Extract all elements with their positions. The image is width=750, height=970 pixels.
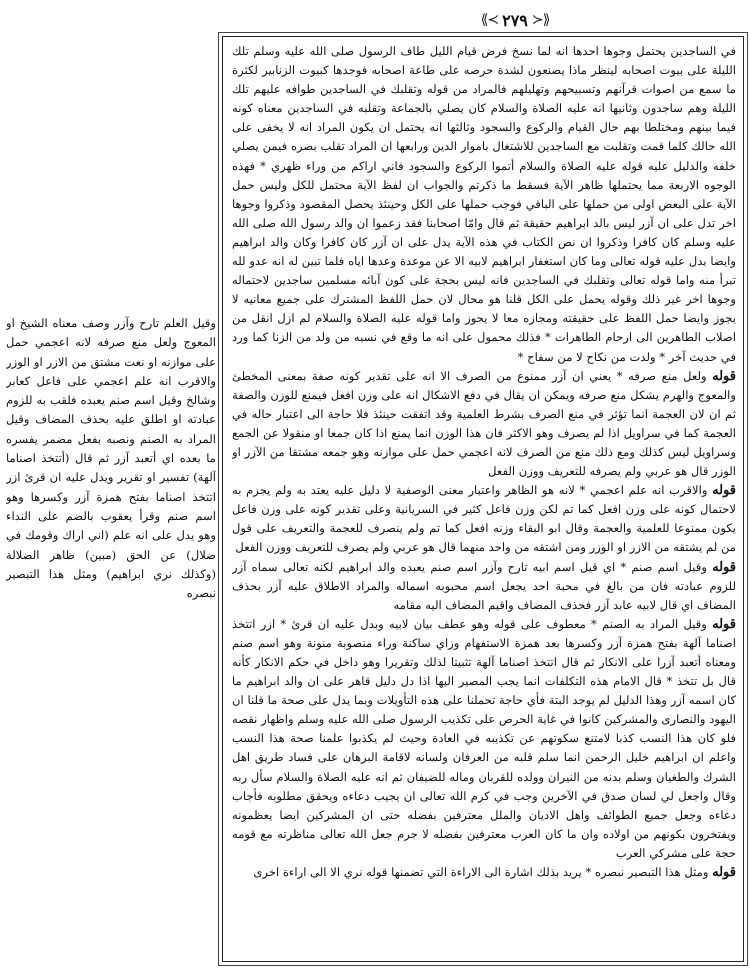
- qawluhu-marker: قوله: [712, 559, 736, 575]
- commentary-paragraph-3: [232, 481, 736, 557]
- commentary-paragraph-5: [232, 615, 736, 863]
- qawluhu-marker: قوله: [712, 616, 736, 632]
- commentary-paragraph-2-text: ولعل منع صرفه * يعني ان آزر ممنوع من الصرف الا انه على تقدير كونه صفة بمعنى المخطئ والمعوج والهرم يشكل منع صرفه ويمكن ان يقال في دفع الاشكال انه على وزن افعل فيمنع للوزن والصفة ثم ان لان العجمة انما تؤثر في منع الصرف بشرط العلمية وقد اتفقت حينئذ فلا حاجة الى اعتبار حاله في العجمة كما في سراويل اذا لم يصرف وهو الاكثر فان هذا الوزن انما يمنع اذا كان جمعا او منقولا عن الجمع وسراويل ليس كذلك ومع ذلك منع من الصرف لانه اعجمي حمل على موازنه وهو جمعه مشتقا من الآزر او الوزر قال هو عربي ولم يصرفه للتعريف ووزن الفعل: [232, 368, 736, 479]
- margin-text: [6, 314, 216, 734]
- qawluhu-marker: قوله: [712, 865, 736, 881]
- qawluhu-marker: قوله: [712, 483, 736, 499]
- header-ornament-right: ≻⟫: [531, 12, 550, 28]
- commentary-paragraph-4-text: وقيل اسم صنم * اي قيل اسم ابيه تارح وآزر اسم صنم يعبده والد ابراهيم لكنه تعالى سماه آزر للزوم عبادته فان من بالغ في محبة احد يجعل اسم محبوبه اسماله والمراد الاطلاق عليه آزر بحذف المضاف اي قال لابيه عابد آزر فحذف المضاف واقيم المضاف اليه مقامه: [232, 559, 736, 612]
- commentary-paragraph-2: [232, 367, 736, 482]
- commentary-paragraph-1: في الساجدين يحتمل وجوها احدها انه لما نسخ فرض قيام الليل طاف الرسول صلى الله عليه وسلم تلك الليلة على بيوت اصحابه لينظر ماذا يصنعون لشدة حرصه على طاعة اصحابه فوجدها كبيوت الزنابير لكثرة ما سمع من اصوات قرآنهم وتسبيحهم وتهليلهم فالمراد من قوله وتقلبك في الساجدين طوافه عليهم تلك الليلة وهم ساجدون وثانيها انه عليه الصلاة والسلام كان يصلي بالجماعة وتقلبه في الساجدين معناه كونه فيما بينهم ومختلطا بهم حال القيام والركوع والسجود وثالثها انه يحتمل ان يكون المراد انه لا يخفى على الله حالك كلما قمت وتقلبت مع الساجدين للاشتغال باموار الدين ورابعها ان المراد تقلب بصره فيمن يصلي خلفه والدليل عليه قوله عليه الصلاة والسلام أتموا الركوع والسجود فاني اراكم من وراء ظهري * فهذه الوجوه الاربعة مما يحتملها ظاهر الآية فسقط ما ذكرتم والجواب ان لفظ الآية محتمل للكل وليس حمل الآية على البعض اولى من حملها على الباقي فوجب حملها على الكل وحينئذ يحصل المقصود وذكروا وجوها اخر تدل على ان آزر ليس بالد ابراهيم حقيقة ثم قال وامّا اصحابنا فقد زعموا ان والد رسول الله صلى الله عليه وسلم كان كافرا وذكروا ان نص الكتاب في هذه الآية يدل على ان آزر كان كافرا وكان والد ابراهيم وايضا بدل عليه قوله تعالى وما كان استغفار ابراهيم لابيه الا عن موعدة وعدها اياه فلما تبين له انه عدو لله تبرأ منه واما قوله تعالى وتقلبك في الساجدين فانه ليس بحجة على كون آبائه مسلمين ساجدين لاحتماله وجوها اخر غير ذلك وقوله يحمل على الكل قلنا هو محال لان حمل اللفظ المشترك على جميع معانيه لا يجوز وايضا حمل اللفظ على حقيقته ومجازه معا لا يجوز واما قوله عليه الصلاة والسلام لم ازل انقل من اصلاب الطاهرين الى ارحام الطاهرات * فذلك محمول على انه ما وقع في نسبه من ولد من الزنا كما ورد في حديث آخر * ولدت من نكاح لا من سفاح *: [232, 44, 736, 364]
- page-header: [450, 6, 580, 34]
- commentary-paragraph-3-text: والاقرب انه علم اعجمي * لانه هو الظاهر واعتبار معنى الوصفية لا دليل عليه يعتد به ولم يجزم به لاحتمال كونه على وزن افعل كما تم لكن وزن فاعل كثير في السريانية وعلى تقدير كونه على وزن فاعل يكون ممنوعا للعلمية والعجمة وقال ابو البقاء وزنه افعل كما تم ولم ينصرف للعجمة والتعريف على قول من لم يشتقه من الازر او الوزر ومن اشتقه من واحد منهما قال هو عربي ولم يصرف للتعريف ووزن الفعل: [232, 483, 736, 555]
- margin-text-body: وقيل العلم تارح وآزر وصف معناه الشيخ او المعوج ولعل منع صرفه لانه اعجمي حمل على موازنه او نعت مشتق من الازر او الوزر والاقرب انه علم اعجمي على فاعل كعابر وشالخ وقيل اسم صنم يعبده فلقب به للزوم عبادته او اطلق عليه بحذف المضاف وقيل المراد به الصنم ونصبه بفعل مضمر يفسره ما بعده اي أتعبد آزر ثم قال (أتتخذ اصناما آلهة) تفسير او تقرير ويدل عليه ان قرئ ازر اتتخذ اصناما بفتح همزة آزر وكسرها وهو اسم صنم وقرأ يعقوب بالضم على النداء وهو يدل على انه علم (اني اراك وقومك في ضلال) عن الحق (مبين) ظاهر الضلالة (وكذلك نري ابراهيم) ومثل هذا التبصير نبصره: [6, 316, 216, 601]
- commentary-paragraph-4: [232, 558, 736, 615]
- commentary-paragraph-6-text: ومثل هذا التبصير نبصره * يريد بذلك اشارة الى الاراءة التي تضمنها قوله نري الا الى اراءة اخرى: [253, 865, 709, 880]
- commentary-paragraph-6: [232, 863, 736, 882]
- page-number: ٢٧٩: [502, 10, 528, 30]
- header-ornament-left: ⟪≺: [480, 12, 499, 28]
- main-commentary: [232, 42, 736, 956]
- qawluhu-marker: قوله: [712, 368, 736, 384]
- commentary-paragraph-5-text: وقيل المراد به الصنم * معطوف على قوله وهو عطف بيان لابيه وبدل عليه ان قرئ * ازر اتتخذ اصناما آلهة بفتح همزة آزر وكسرها بعد همزة الاستفهام وزاي ساكنة وراء منصوبة منونة وهو اسم صنم ومعناه أتعبد آزرا على الانكار ثم قال اتتخذ اصناما آلهة تثبيتا لذلك وتقريرا وهو داخل في حكم الانكار كأنه قال بل تتخذ * قال الامام هذه التكلفات انما يجب المصير اليها اذا دل دليل قاهر على ان والد ابراهيم ما كان اسمه آزر وهذا الدليل لم يوجد البتة فأي حاجة تحملنا على هذه التأويلات وبما يدل على صحة ما قلنا ان اليهود والنصارى والمشركين كانوا في غاية الحرص على تكذيب الرسول صلى الله عليه وسلم واظهار نقصه فلو كان هذا النسب كذبا لامتنع سكوتهم عن تكذيبه في العادة وحيث لم يكذبوا علمنا صحة هذا النسب واعلم ان ابراهيم خليل الرحمن انما سلم قلبه من العرفان ولسانه لاقامة البرهان على فساد طريق اهل الشرك والطغيان وسلم بدنه من النيران وولده للقربان وماله للضيفان ثم انه عليه الصلاة والسلام سأل ربه وقال واجعل لي لسان صدق في الآخرين وجب في كرم الله تعالى ان يجيب دعاءه ويحقق مطلوبه فأجاب دعاءه وجعل جميع الطوائف واهل الاديان والملل معترفين بفضله حتى ان المشركين ايضا يعظمونه ويفتخرون بكونهم من اولاده وان ما كان العرب معترفين بفضله لا جرم جعل الله تعالى مناظرته مع قومه حجة على مشركي العرب: [232, 616, 736, 860]
